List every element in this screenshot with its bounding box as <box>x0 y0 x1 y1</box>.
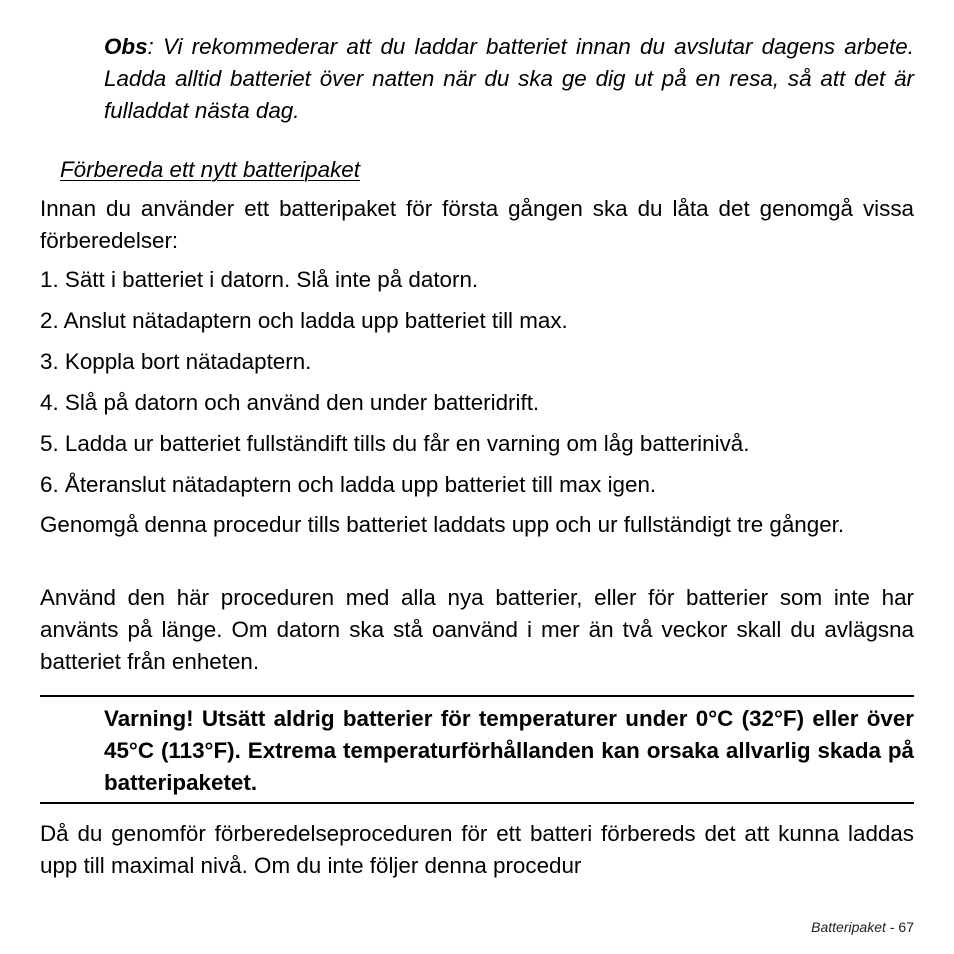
step-3: 3. Koppla bort nätadaptern. <box>40 349 312 374</box>
closing-paragraph: Då du genomför förberedelseproceduren för ett batteri förbereds det att kunna laddas upp till maximal nivå. Om du inte följer denna procedur <box>40 821 914 878</box>
step-4: 4. Slå på datorn och använd den under batteridrift. <box>40 390 540 415</box>
footer-page-number: 67 <box>898 919 914 935</box>
note-label: Obs <box>104 34 148 59</box>
warning-top-rule <box>40 695 914 697</box>
intro-paragraph: Innan du använder ett batteripaket för första gången ska du låta det genomgå vissa förberedelser: <box>40 196 914 253</box>
step-2: 2. Anslut nätadaptern och ladda upp batteriet till max. <box>40 308 568 333</box>
section-heading: Förbereda ett nytt batteripaket <box>60 157 360 182</box>
step-6: 6. Återanslut nätadaptern och ladda upp batteriet till max igen. <box>40 472 657 497</box>
note-text: : Vi rekommederar att du laddar batteriet innan du avslutar dagens arbete. Ladda alltid batteriet över natten när du ska ge dig ut på en resa, så att det är fulladdat nästa dag. <box>104 34 914 123</box>
footer-section-name: Batteripaket - <box>811 919 895 935</box>
usage-paragraph: Använd den här proceduren med alla nya batterier, eller för batterier som inte har använts på länge. Om datorn ska stå oanvänd i mer än två veckor skall du avlägsna batteriet från enheten. <box>40 585 914 674</box>
note-block <box>104 31 914 127</box>
step-5: 5. Ladda ur batteriet fullständift tills du får en varning om låg batterinivå. <box>40 431 750 456</box>
warning-bottom-rule <box>40 802 914 804</box>
page-footer <box>811 918 914 936</box>
step-1: 1. Sätt i batteriet i datorn. Slå inte på datorn. <box>40 267 479 292</box>
repeat-paragraph: Genomgå denna procedur tills batteriet laddats upp och ur fullständigt tre gånger. <box>40 512 845 537</box>
warning-block: Varning! Utsätt aldrig batterier för temperaturer under 0°C (32°F) eller över 45°C (113°F). Extrema temperaturförhållanden kan orsaka allvarlig skada på batteripaketet. <box>104 706 914 795</box>
